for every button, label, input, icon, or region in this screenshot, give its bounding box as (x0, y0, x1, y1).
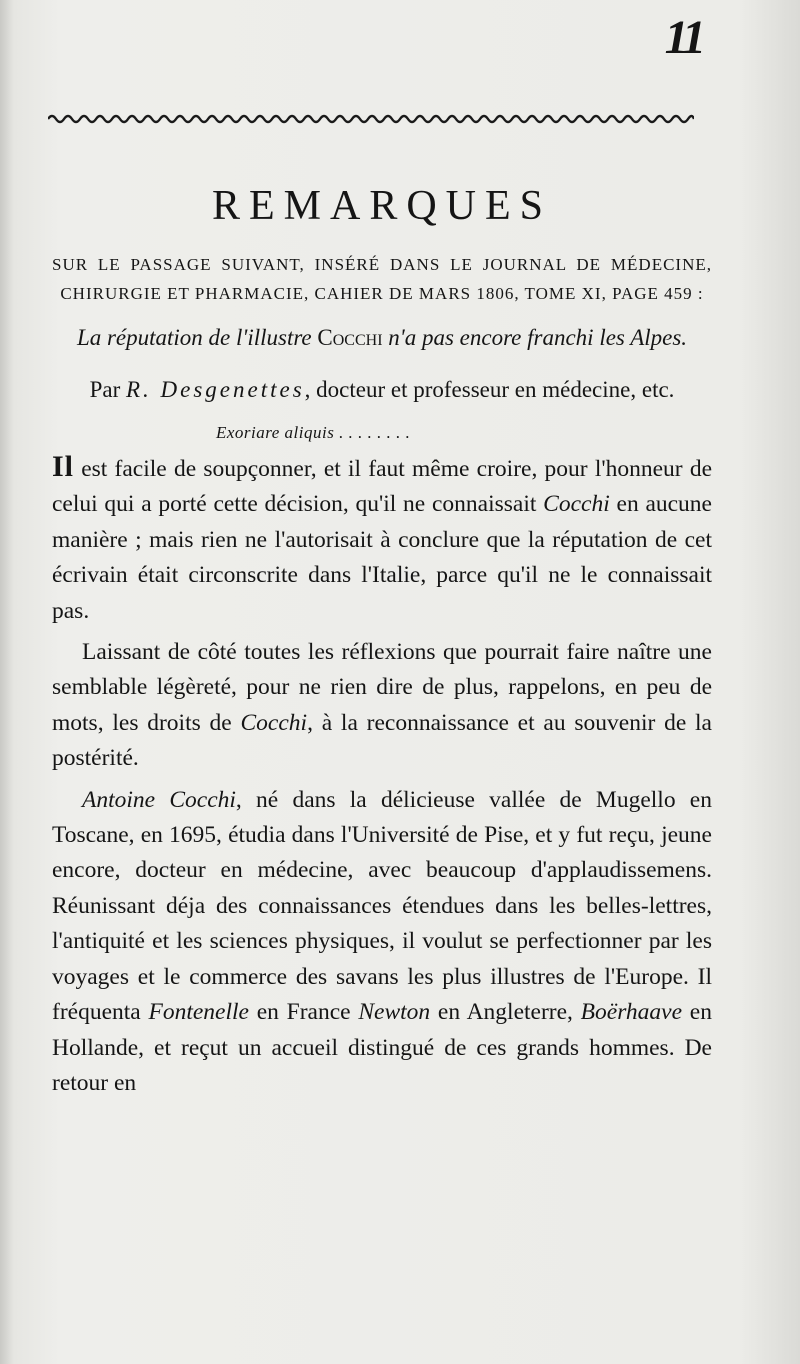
para2-text1: Laissant de côté toutes les réflexions que pourrait faire naître une semblable légèreté, pour ne rien dire de plus, rappelons, en peu de mots, les droits de (52, 639, 712, 736)
para1-text1: est facile de soupçonner, et il faut même croire, pour l'honneur de celui qui a porté cette décision, qu'il ne connaissait (52, 456, 712, 518)
para3-text1: , né dans la délicieuse vallée de Mugello en Toscane, en 1695, étudia dans l'Université de Pise, et y fut reçu, jeune encore, docteur en médecine, avec beaucoup d'applaudissemens. Réunissant déja des connaissances étendues dans les belles-lettres, l'antiquité et les sciences physiques, il voulut se perfectionner par les voyages et le commerce des savans les plus illustres de l'Europe. Il fréquenta (52, 786, 712, 1026)
wavy-rule-ornament (48, 112, 694, 126)
quote-part1: La réputation de l'illustre (76, 325, 312, 350)
epigraph: Exoriare aliquis . . . . . . . . (216, 423, 411, 442)
para3-name3: Newton (358, 999, 431, 1026)
byline (52, 375, 712, 405)
para1-name: Cocchi (543, 491, 610, 518)
para3-text3: en Angleterre, (430, 999, 581, 1026)
para1-text2: en aucune manière ; mais rien ne l'autorisait à conclure que la réputation de cet écrivain était circonscrite dans l'Italie, parce qu'il ne le connaissait pas. (52, 491, 712, 624)
paragraph-2 (52, 635, 712, 777)
byline-author: R. Desgenettes (125, 377, 305, 402)
quoted-statement (52, 322, 712, 353)
byline-suffix: , docteur et professeur en médecine, etc. (304, 377, 675, 402)
para2-name: Cocchi (240, 709, 308, 736)
para3-text2: en France (248, 999, 359, 1026)
article-title: REMARQUES (211, 183, 553, 229)
para3-text4: en Hollande, et reçut un accueil distingué de ces grands hommes. De retour en (52, 999, 712, 1096)
article (52, 182, 712, 1107)
para3-name2: Fontenelle (148, 999, 249, 1026)
quote-name: Cocchi (317, 325, 383, 350)
para2-text2: , à la reconnaissance et au souvenir de la postérité. (52, 709, 712, 772)
page-number: 11 (664, 11, 702, 64)
article-subtitle: SUR LE PASSAGE SUIVANT, INSÉRÉ DANS LE JOURNAL DE MÉDECINE, CHIRURGIE ET PHARMACIE, CAHIER DE MARS 1806, TOME XI, PAGE 459 : (52, 255, 712, 303)
paragraph-1 (52, 449, 712, 629)
para3-name4: Boërhaave (580, 999, 683, 1026)
byline-prefix: Par (89, 377, 121, 402)
quote-part2: n'a pas encore franchi les Alpes. (388, 325, 688, 350)
drop-initial: Il (52, 450, 75, 483)
paragraph-3 (52, 783, 712, 1102)
para3-name1: Antoine Cocchi (82, 786, 236, 813)
